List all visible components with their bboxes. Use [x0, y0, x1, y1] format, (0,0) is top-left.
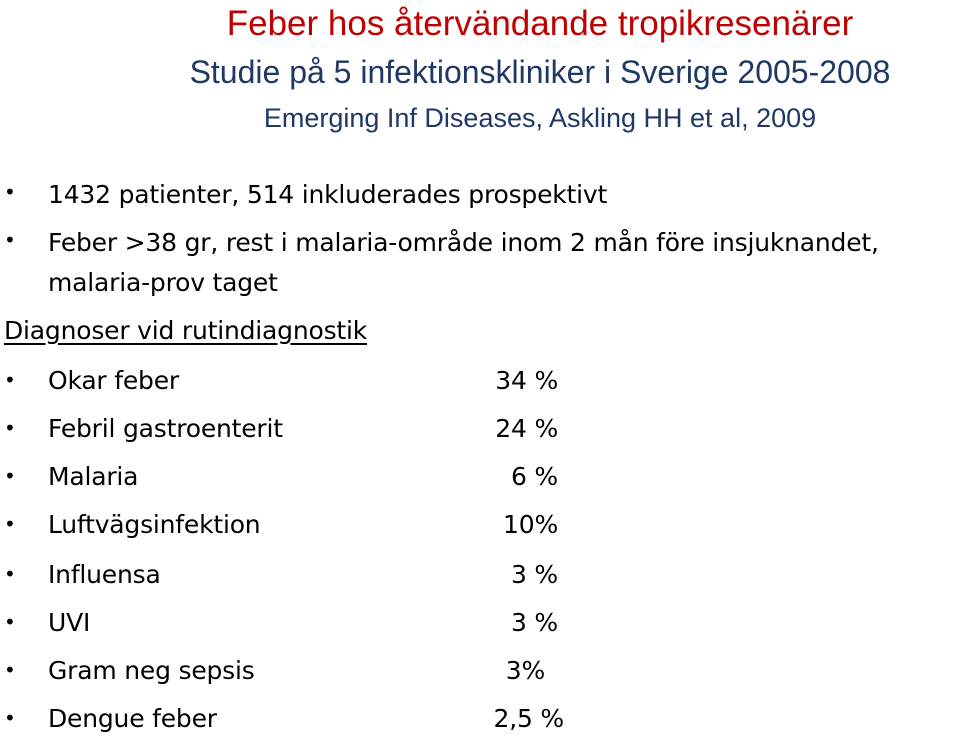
diagnosis-label: Influensa	[48, 560, 161, 589]
diagnosis-row	[0, 414, 600, 454]
diagnosis-row	[0, 656, 600, 696]
diagnosis-value: 34 %	[495, 366, 558, 395]
bullet-icon: •	[4, 512, 16, 536]
diagnosis-value: 3 %	[510, 560, 558, 589]
diagnosis-value: 3 %	[510, 608, 558, 637]
slide-citation: Emerging Inf Diseases, Askling HH et al, 2009	[263, 103, 817, 133]
bullet-text-continued: malaria-prov taget	[48, 268, 278, 297]
diagnosis-row	[0, 510, 600, 550]
diagnosis-label: Gram neg sepsis	[48, 656, 255, 685]
bullet-icon: •	[4, 180, 16, 204]
bullet-icon: •	[4, 610, 16, 634]
bullet-text: 1432 patienter, 514 inkluderades prospektivt	[48, 180, 608, 209]
diagnosis-value: 24 %	[495, 414, 558, 443]
slide-title: Feber hos återvändande tropikresenärer	[226, 4, 854, 43]
diagnosis-value: 2,5 %	[493, 704, 564, 733]
diagnosis-row	[0, 366, 600, 406]
diagnosis-label: Luftvägsinfektion	[48, 510, 261, 539]
bullet-icon: •	[4, 368, 16, 392]
diagnosis-label: UVI	[48, 608, 91, 637]
diagnosis-label: Okar feber	[48, 366, 179, 395]
bullet-icon: •	[4, 464, 16, 488]
diagnosis-row	[0, 462, 600, 502]
diagnosis-value: 3%	[505, 656, 545, 685]
bullet-icon: •	[4, 562, 16, 586]
diagnosis-label: Dengue feber	[48, 704, 217, 733]
diagnosis-row	[0, 560, 600, 600]
bullet-icon: •	[4, 658, 16, 682]
slide-subtitle: Studie på 5 infektionskliniker i Sverige 2005-2008	[189, 54, 891, 90]
bullet-text: Feber >38 gr, rest i malaria-område inom 2 mån före insjuknandet,	[48, 228, 879, 257]
bullet-icon: •	[4, 706, 16, 730]
diagnosis-value: 10%	[503, 510, 558, 539]
bullet-icon: •	[4, 228, 16, 252]
bullet-icon: •	[4, 416, 16, 440]
diagnosis-label: Malaria	[48, 462, 139, 491]
diagnosis-value: 6 %	[510, 462, 558, 491]
section-heading-diagnoses: Diagnoser vid rutindiagnostik	[4, 316, 368, 345]
diagnosis-label: Febril gastroenterit	[48, 414, 283, 443]
diagnosis-row	[0, 608, 600, 648]
diagnosis-row	[0, 704, 600, 744]
